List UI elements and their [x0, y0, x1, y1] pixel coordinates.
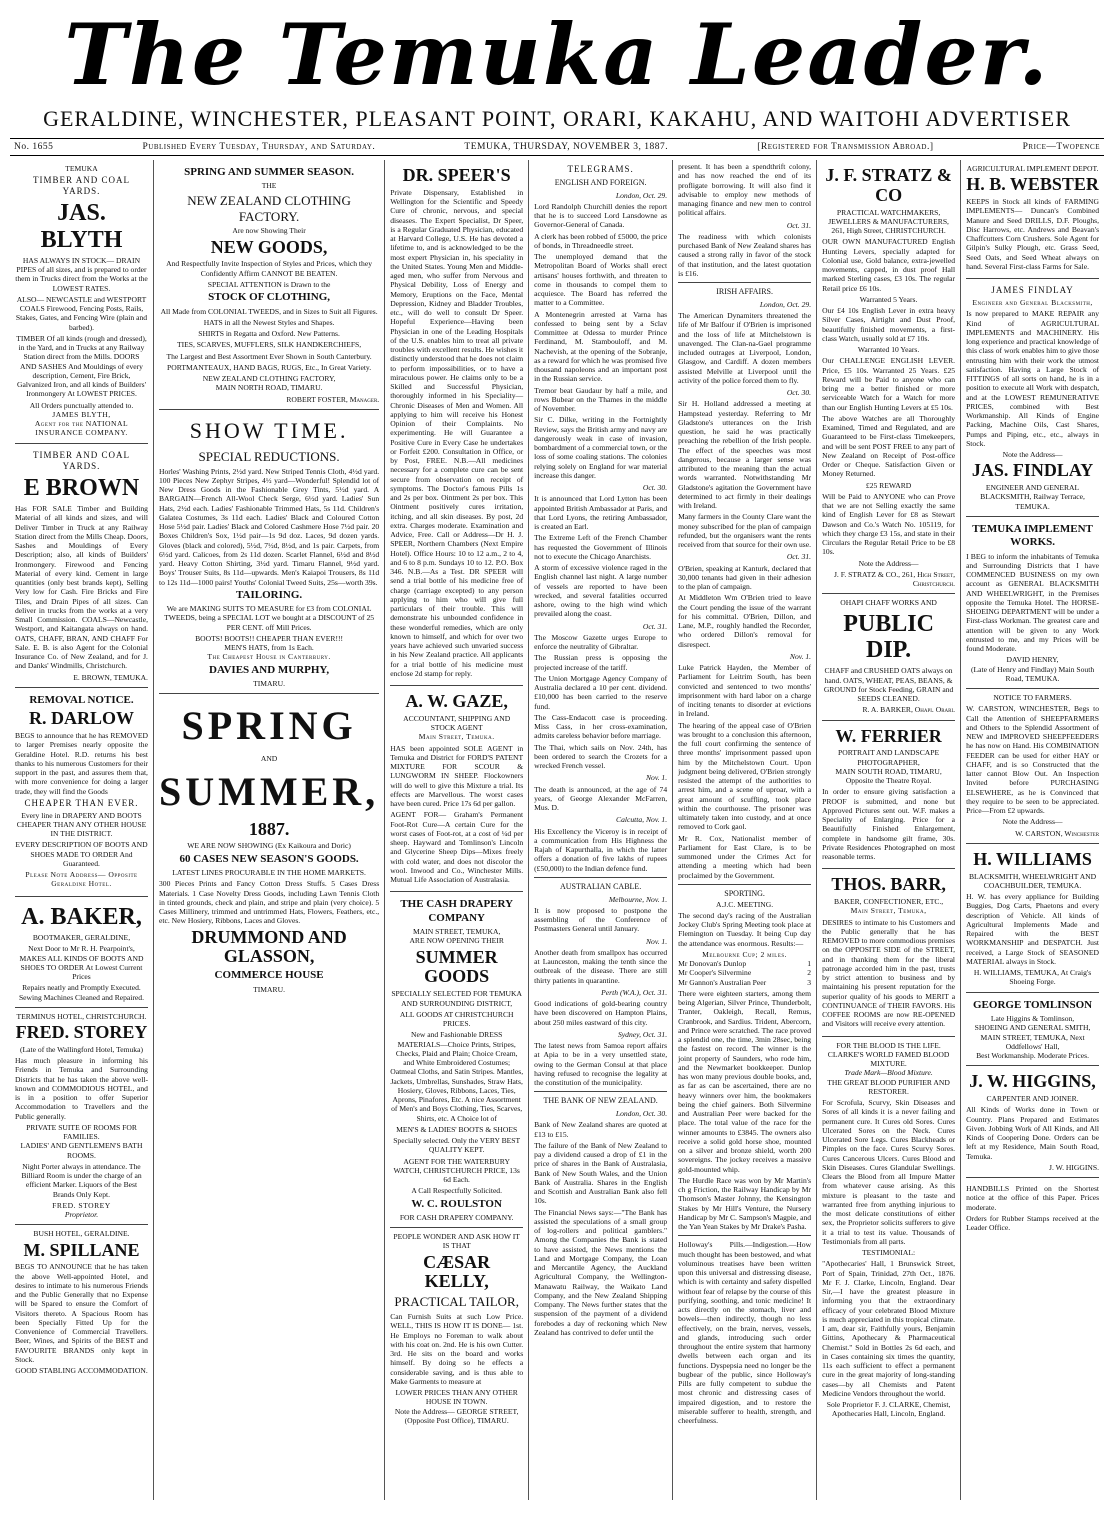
- news-p16: His Excellency the Viceroy is in receipt of a communication from His Highness the Rajah of Kapurthalla, in which the latter offers a donation of five lakhs of rupees (£50,000) to the Indian defence fund.: [534, 826, 668, 873]
- spillane-hotel: BUSH HOTEL, GERALDINE.: [33, 1229, 130, 1239]
- dateline-3: Oct. 31.: [642, 621, 668, 631]
- storey-hotel: TERMINUS HOTEL, CHRISTCHURCH.: [16, 1011, 147, 1021]
- cash-summer: SUMMER GOODS: [415, 946, 498, 987]
- davies-name: DAVIES AND MURPHY,: [209, 663, 330, 676]
- findlay-sig: ENGINEER AND GENERAL BLACKSMITH, Railway Terrace, TEMUKA.: [980, 483, 1085, 511]
- divider: [678, 884, 811, 885]
- blyth-body: HAS ALWAYS IN STOCK— DRAIN PIPES of all sizes, and is prepared to order them in Trucks direct from the Works at the LOWEST RATES.: [15, 255, 148, 293]
- stock-head: STOCK OF CLOTHING,: [208, 291, 331, 304]
- divider: [678, 1235, 811, 1236]
- storey-sig: FRED. STOREY: [52, 1200, 111, 1210]
- purifier-head: THE GREAT BLOOD PURIFIER AND RESTORER.: [827, 1077, 950, 1096]
- sixty-cases: 60 CASES NEW SEASON'S GOODS.: [179, 852, 359, 865]
- tomlinson-trade: SHOEING AND GENERAL SMITH,: [974, 1023, 1091, 1033]
- ad-baker: [15, 897, 148, 1008]
- cash-body: New and Fashionable DRESS MATERIALS—Choice Prints, Stripes, Checks, Plaid and Plain; Choice Cream, and White Embroidered Costumes; Oatmeal Cloths, and Satin Stripes. Mantles, Jackets, Umbrellas, Sunshades, Straw Hats, Hosiery, Gloves, Ribbons, Laces, Ties, Aprons, Pinafores, Etc. A nice Assortment of Men's and Boys Clothing, Ties, Scarves, Shirts, etc. A Choice lot of: [390, 1030, 524, 1123]
- news-p27: Many farmers in the County Clare want the money subscribed for the plan of campaign refunded, but the organisers want the rents received from that source for their own use.: [678, 512, 812, 549]
- telegrams-head: TELEGRAMS.: [567, 164, 634, 174]
- news-p13: The Cass-Endacott case is proceeding. Miss Cass, in her cross-examination, admits careless behavior before marriage.: [534, 712, 668, 741]
- divider: [534, 1091, 667, 1092]
- news-p26: Sir H. Holland addressed a meeting at Hampstead yesterday. Referring to Mr Gladstone's utterances on the Irish question, he said he was practically preaching the rebellion of the Irish people. The effect of the speeches was most dangerous, because a larger sense was attributed to the meaning than the actual words warranted. Notwithstanding Mr Gladstone's agitation the Government have determined to act firmly in their dealings with Ireland.: [678, 399, 812, 510]
- drummond-town: TIMARU.: [253, 984, 285, 994]
- darlow-line: Every line in DRAPERY AND BOOTS CHEAPER THAN ANY OTHER HOUSE IN THE DISTRICT.: [16, 810, 147, 839]
- column-4: [529, 160, 673, 1500]
- baker-body: Next Door to Mr R. H. Pearpoint's, MAKES ALL KINDS OF BOOTS AND SHOES TO ORDER At Lowest Current Prices: [19, 944, 144, 982]
- ohapi-head: OHAPI CHAFF WORKS AND: [840, 598, 937, 608]
- ad-speer: [390, 160, 523, 686]
- blood-head: FOR THE BLOOD IS THE LIFE.: [836, 1040, 941, 1050]
- factory-name: NEW ZEALAND CLOTHING FACTORY.: [187, 192, 351, 224]
- carston-sig: W. CARSTON, Winchester: [1015, 828, 1100, 838]
- dateline-12: London, Oct. 29.: [759, 299, 812, 309]
- blyth-name: JAS. BLYTH: [40, 200, 123, 253]
- ad-clarke: [822, 1037, 955, 1426]
- stratz-body: OUR OWN MANUFACTURED English Hunting Levers, specially adapted for Colonial use, Gold balance, extra-jewelled movements, capped, in dust proof Hall marked Sterling cases, £3 10s. The regular Retail price £6 10s.: [822, 237, 956, 293]
- darlow-boots: EVERY DESCRIPTION OF BOOTS AND SHOES MADE TO ORDER And Guaranteed.: [15, 840, 148, 868]
- english-foreign-head: ENGLISH AND FOREIGN.: [554, 177, 647, 187]
- dateline-7: Nov. 1.: [645, 936, 668, 946]
- stratz-body2: Our £4 10s English Lever in extra heavy Silver Cases, Airtight and Dust Proof, beautifully finished movements, a first-class Watch, usually sold at £7 10s.: [822, 306, 956, 343]
- divider: [678, 282, 811, 283]
- result-place: 1: [807, 959, 812, 968]
- cash-boots2: Specially selected. Only the VERY BEST QUALITY KEPT.: [393, 1136, 521, 1155]
- australian-cable-head: AUSTRALIAN CABLE.: [559, 881, 642, 891]
- dateline-10: London, Oct. 30.: [615, 1109, 668, 1119]
- news-p23: The Financial News says:—"The Bank has assisted the speculations of a small group of log-rollers and political gamblers." Among the Companies the Bank is stated to have assisted, the News mentions the Land and Mortgage Company, the Loan and Mercantile Agency, the Auckland Agricultural Company, the Wellington-Manawatu Railway, the Waikato Land Company, and the New Zealand Shipping Company. The News further states that the suspension of the payment of a dividend forebodes a day of reckoning which New Zealand has contrived to defer until the: [534, 1207, 668, 1337]
- ad-tomlinson: [966, 993, 1099, 1067]
- barr-body: DESIRES to intimate to his Customers and the Public generally that he has REMOVED to more commodious premises on the OPPOSITE SIDE of the STREET, and in thanking them for the liberal patronage accorded him in the past, trusts by strict attention to business and by maintaining his present reputation for the superior quality of his goods to MERIT a CONTINUANCE of THEIR FAVORS. His COFFEE ROOMS are now RE-OPENED and Visitors will receive every attention.: [822, 917, 956, 1029]
- dateline-4: Nov. 1.: [645, 773, 668, 783]
- barr-trade: BAKER, CONFECTIONER, ETC.,: [833, 897, 944, 907]
- higgins-body: All Kinds of Works done in Town or Country. Plans Prepared and Estimates Given. Jobbing Work of All Kinds, and All Kinds of Coopering Done. Orders can be left at my Residence, Main South Road, Temuka.: [966, 1105, 1100, 1161]
- cash-all: ALL GOODS AT CHRISTCHURCH PRICES.: [399, 1009, 514, 1028]
- year-head: 1887.: [248, 818, 290, 839]
- stratz-trade: PRACTICAL WATCHMAKERS, JEWELLERS & MANUFACTURERS,: [828, 207, 949, 226]
- spillane-stable: GOOD STABLING ACCOMMODATION.: [15, 1366, 148, 1376]
- findlay-trade: Engineer and General Blacksmith,: [972, 298, 1093, 308]
- darlow-name: R. DARLOW: [28, 708, 134, 729]
- weshow-text: WE ARE NOW SHOWING (Ex Kaikoura and Doric): [187, 841, 351, 851]
- dateline-15: Nov. 1.: [789, 651, 812, 661]
- news-p15: The death is announced, at the age of 74 years, of George Alexander McFarren, Mus. D.: [534, 784, 668, 813]
- barr-addr: Main Street, Temuka,: [850, 906, 927, 916]
- news-continued: present. It has been a spendthrift colony, and has now reached the end of its profligate borrowing. It will also find it advisable to employ new methods of managing finance and new men to control political affairs.: [678, 162, 812, 218]
- storey-body: Has much pleasure in informing his Friends in Temuka and Surrounding Districts that he has taken the above well-known and COMMODIOUS HOTEL, and is in a position to offer Superior Accommodation to Travellers and the Public generally.: [15, 1056, 148, 1121]
- reductions-body: Horles' Washing Prints, 2½d yard. New Striped Tennis Cloth, 4½d yard. 100 Pieces New Zephyr Stripes, 4½ yard—Wonderful! Splendid lot of New Dress Goods in the Fashionable Grey Tints, 5½d yard. A BARGAIN—French All-Wool Check Serge, 6½d yard. Ladies' Sun Hats, 2½d each. Ladies' Fashionable Trimmed Hats, 5s 11d. Children's Galatea Costumes, 3s 11d each. Ladies' Black and Coloured Cotton Hose 5½d pair. Ladies' Black and Colored Cashmere Hose 7½d pair. 20 Boxes Children's Sox, 1½d pair—1s 9d doz. Laces, 9d dozen yards. Gloves (black and colored), 5½d, 7½d, 8½d, and 1s pair. Carpets, from 6½d yard. Calicoes, from 2s 11d dozen. Scarlet Flannel, 6½d and 8½d yard. Heavy Cotton Shirting, 3½d yard. Timaru Flannel, 9½d yard. Boys' Trouser Suits, 8s 11d—upwards. Men's Kaiapoi Trousers, 8s 11d to 12s 11d—1000 pairs! Youths' Colonial Tweed Suits, 25s—worth 39s.: [158, 466, 380, 587]
- ties-head: TIES, SCARVES, MUFFLERS, SILK HANDKERCHIEFS,: [176, 340, 362, 350]
- clarke-prop: Sole Proprietor F. J. CLARKE, Chemist, Apothecaries Hall, Lincoln, England.: [826, 1400, 951, 1419]
- findlay-head: JAMES FINDLAY: [991, 285, 1074, 296]
- tomlinson-name: GEORGE TOMLINSON: [973, 998, 1093, 1011]
- news-p35: The Hurdle Race was won by Mr Martin's ch g Friction, the Railway Handicap by Mr Thomson's Master Johnny, the Kensington Stakes by Mr Hill's Venture, the Nursery Handicap by Mr C. Sampson's Magpie, and the Yan Yean Stakes by Mr Drake's Pasha.: [678, 1175, 812, 1231]
- storey-name: FRED. STOREY: [15, 1022, 148, 1043]
- news-p11: The Russian press is opposing the projected increase of the tariff.: [534, 653, 668, 672]
- news-p2: A clerk has been robbed of £5000, the price of bonds, in Threadneedle street.: [534, 231, 668, 250]
- webster-body: KEEPS in Stock all kinds of FARMING IMPLEMENTS— Duncan's Combined Manure and Seed DRILLS, D.F. Ploughs, Disc Harrows, etc. Andrews and Beavan's Chaffcutters Corn Crushers. Sole Agent for Gilpin's Sulky Plough, etc. Grass Seed, Seed Oats, and Seed Wheat always on hand. Several First-class Farms for Sale.: [966, 197, 1100, 271]
- news-p31: The hearing of the appeal case of O'Brien was brought to a conclusion this afternoon, the full court confirming the sentence of three months' imprisonment passed upon him by the Mitchelstown Court. Upon judgment being delivered, O'Brien strongly resisted the attempt of the authorities to arrest him, and a scene of uproar, with a great amount of scuffling, took place within the courthouse. The prisoner was ultimately taken into custody, and at once removed to Cork gaol.: [678, 720, 812, 832]
- column-2: [154, 160, 385, 1500]
- column-3: [385, 160, 529, 1500]
- blyth-timber: TIMBER Of all kinds (rough and dressed), in the Yard, and in Trucks at any Railway Station direct from the Mills. DOORS AND SASHES And Mouldings of every description, Cement, Fire Brick, Galvanized Iron, and all kinds of Builders' Ironmongery At LOWEST PRICES.: [16, 333, 147, 399]
- dateline-2: Oct. 30.: [642, 483, 668, 493]
- cash-boots: MEN'S & LADIES' BOOTS & SHOES: [396, 1124, 518, 1134]
- spring-head: SPRING: [181, 703, 357, 749]
- ad-blyth: [15, 160, 148, 444]
- news-p17: It is now proposed to postpone the assembling of the Conference of Postmasters General until January.: [534, 905, 668, 934]
- ad-ferrier: [822, 721, 955, 870]
- news-p6: Sir C. Dilke, writing in the Fortnightly Review, says the British army and navy are dangerously weak in case of invasion, bombardment of a commercial town, or the loss of some coaling stations. The colonies relying solely on England for war material increase this danger.: [534, 415, 668, 480]
- dateline-13: Oct. 30.: [786, 388, 812, 397]
- barr-name: THOS. BARR,: [831, 874, 946, 895]
- cash-sig: W. C. ROULSTON: [411, 1197, 502, 1210]
- column-5: [673, 160, 817, 1500]
- ad-webster: [966, 160, 1099, 279]
- news-p29: At Middleton Wm O'Brien tried to leave the Court pending the issue of the warrant for his committal. O'Brien, Dillon, and Lane, M.P., roughly handled the Recorder, who ordered Dillon's removal for disrespect.: [678, 593, 812, 649]
- news-p32: Mr R. Cox, Nationalist member of Parliament for East Clare, is to be summoned under the Crimes Act for attending a meeting which had been proclaimed by the Government.: [678, 833, 812, 880]
- column-7: [961, 160, 1104, 1500]
- news-p7: It is announced that Lord Lytton has been appointed British Ambassador at Paris, and that Lord Lyons, the retiring Ambassador, is created an Earl.: [534, 494, 668, 532]
- clarke-name: CLARKE'S WORLD FAMED BLOOD MIXTURE.: [827, 1049, 950, 1069]
- williams-trade: BLACKSMITH, WHEELWRIGHT AND COACHBUILDER, TEMUKA.: [968, 871, 1097, 890]
- ferrier-trade: PORTRAIT AND LANDSCAPE PHOTOGRAPHER,: [838, 748, 940, 767]
- column-1: [10, 160, 154, 1500]
- tomlinson-addr: MAIN STREET, TEMUKA, Next Oddfellows' Hall,: [980, 1032, 1085, 1051]
- storey-porter: Night Porter always in attendance. The Billiard Room is under the charge of an efficient Marker. Liquors of the Best Brands Only Kept.: [21, 1161, 142, 1199]
- cash-name: THE CASH DRAPERY COMPANY: [400, 898, 514, 924]
- williams-name: H. WILLIAMS: [973, 848, 1092, 869]
- stratz-body4: The above Watches are all Thoroughly Examined, Timed and Regulated, and are Guaranteed to be First-class Timekeepers, and will be sent POST FREE to any part of New Zealand on Receipt of Post-office Order or Cheque. Satisfaction Given or Money Returned.: [822, 413, 956, 479]
- shirts-text: SHIRTS in Regatta and Oxford. New Patterns.: [198, 329, 340, 339]
- dateline-14: Oct. 31.: [786, 552, 812, 562]
- boots-text: BOOTS! BOOTS!! CHEAPER THAN EVER!!!: [195, 633, 344, 643]
- ad-henry: [966, 517, 1099, 689]
- attention-text: SPECIAL ATTENTION is Drawn to the: [207, 279, 331, 289]
- news-p8: The Extreme Left of the French Chamber has requested the Government of Illinois not to execute the Chicago Anarchists.: [534, 533, 668, 561]
- news-p18: Another death from smallpox has occurred at Launceston, making the tenth since the outbreak of the disease. There are still thirty patients in quarantine.: [534, 947, 668, 985]
- henry-body: I BEG to inform the inhabitants of Temuka and Surrounding Districts that I have COMMENCED BUSINESS on my own account as GENERAL BLACKSMITH AND WHEELWRIGHT, in the Premises opposite the Temuka Hotel. The HORSE-SHOEING DEPARTMENT will be under a First-class Workman. The greatest care and attention will be given to any Work entrusted to me, and my Prices will be found Moderate.: [966, 551, 1100, 654]
- kelly-name: CÆSAR KELLY,: [423, 1251, 491, 1292]
- news-p5: Tremor beat Gaudaur by half a mile, and rows Bubear on the Thames in the middle of November.: [534, 385, 668, 414]
- baker-trade: BOOTMAKER, GERALDINE,: [32, 933, 131, 943]
- ad-gaze: [390, 686, 523, 892]
- darlow-address: Please Note Address— Opposite Geraldine Hotel.: [25, 870, 138, 889]
- dg-body: 300 Pieces Prints and Fancy Cotton Dress Stuffs. 5 Cases Dress Materials. 1 Case Novelty Dress Goods, including Lawn Tennis Cloth in tinted grounds, check and plain, and stripe and plain (very choice). 5 Cases Millinery, trimmed and untrimmed Hats, Flowers, Feathers, etc., etc. New Hosiery, Ribbons, Laces and Gloves.: [158, 879, 380, 926]
- holloway-text: Holloway's Pills.—Indigestion.—How much thought has been bestowed, and what voluminous treatises have been written upon this universal and distressing disease, which is with certainty and safety dispelled without fear of relapse by the course of this purifying, soothing, and tonic medicine! It acts directly on the stomach, liver and bowels—then indirectly, though no less effectively, on the brain, nerves, vessels, and glands, introducing such order throughout the entire system that harmony dwells between each organ and its functions. Dyspepsia need no longer be the bugbear of the public, since Holloway's Pills are fully competent to subdue the most chronic and distressing cases of impaired digestion, and to restore the miserable sufferer to health, strength, and cheerfulness.: [678, 1240, 812, 1425]
- stratz-body3: Our CHALLENGE ENGLISH LEVER. Price, £5 10s. Warranted 25 Years. £25 Reward will be Paid to anyone who can bring me a better finished or more serviceable Watch for a Watch for more than our English Hunting Levers at £5 10s.: [822, 356, 956, 412]
- cash-agent: AGENT FOR THE WATERBURY WATCH, CHRISTCHURCH PRICE, 13s 6d Each.: [393, 1156, 520, 1184]
- news-p24: The readiness with which colonists purchased Bank of New Zealand shares has caused a strong rally in favor of the stock of that institution, and the latest quotation is £16.: [678, 231, 812, 278]
- gaze-body: HAS been appointed SOLE AGENT in Temuka and District for FORD'S PATENT MIXTURE FOR SCOUR & LUNGWORM IN SHEEP. Flockowners will do well to give this Mixture a trial. Its effects are Marvellous. The worst cases have been cured. Price 17s 6d per gallon.: [390, 743, 524, 809]
- handbills-text: HANDBILLS Printed on the Shortest notice at the office of this Paper. Prices moderate.: [966, 1184, 1100, 1212]
- webster-name: H. B. WEBSTER: [966, 174, 1099, 195]
- dateline-11: Oct. 31.: [786, 220, 812, 230]
- news-p4: A Montenegrin arrested at Varna has confessed to being sent by a Sclav Committee at Odessa to murder Prince Ferdinand, M. Stambouloff, and M. Nachevish, at the opening of the Sobranje, as a reward for which he was promised five thousand napoleons and an important post in the Russian service.: [534, 309, 668, 384]
- result-place: 3: [807, 977, 812, 987]
- special-head: SPECIAL REDUCTIONS.: [198, 448, 340, 464]
- speer-name: DR. SPEER'S: [402, 165, 511, 185]
- ad-nz-clothing: [159, 160, 379, 410]
- ad-drummond: [159, 694, 379, 998]
- williams-body: H. W. has every appliance for Building Buggies, Dog Carts, Phaetons and every description of Vehicle. All kinds of Agricultural Implements Made and Repaired with the BEST WORKMANSHIP and DESPATCH. Just received, a Large Stock of SEASONED MATERIAL always in Stock.: [966, 892, 1100, 966]
- stratz-warranty: Warranted 5 Years.: [859, 294, 918, 304]
- new-goods: NEW GOODS,: [210, 236, 328, 257]
- ad-kelly: [390, 1228, 523, 1430]
- findlay-note: Note the Address—: [1002, 450, 1063, 460]
- blyth-sig: JAMES BLYTH,: [52, 409, 111, 419]
- baker-repairs: Repairs neatly and Promptly Executed.: [22, 983, 141, 993]
- brown-body: Has FOR SALE Timber and Building Material of all kinds and sizes, and will Deliver Timber in Truck at any Railway Station direct from the Mills Cheap. Doors, Sashes and Mouldings of Every Description; also, all kinds of Builders' Ironmongery. Firewood and Fencing Material of every kind. Cement in large quantities (only best brands kept), Selling Very low for Cash. Fire Bricks and Fire Tiles, and Drain Pipes of all sizes. Can deliver in trucks from the works at a very Small Commission. COALS—Newcastle, Westport, and Kaitangata always on hand. OATS, CHAFF, BRAN, AND CHAFF For Sale. E. B. is also Agent for the Colonial Insurance Co. of New Zealand, and for J. and Danks' Windmills, Christchurch.: [15, 504, 148, 671]
- bank-head: THE BANK OF NEW ZEALAND.: [543, 1096, 658, 1106]
- the-label: THE: [261, 181, 277, 191]
- result-horse: Mr Gannon's Australian Peer: [678, 977, 767, 987]
- higgins-trade: CARPENTER AND JOINER.: [986, 1094, 1079, 1104]
- column-6: [817, 160, 961, 1500]
- sporting-head: SPORTING.: [724, 888, 765, 898]
- agri-head: AGRICULTURAL IMPLEMENT DEPOT.: [966, 164, 1099, 173]
- dateline-5: Calcutta, Nov. 1.: [616, 815, 668, 825]
- news-p21: Bank of New Zealand shares are quoted at £13 to £15.: [534, 1120, 668, 1139]
- findlay-name: JAS. FINDLAY: [971, 460, 1094, 481]
- storey-suite: PRIVATE SUITE OF ROOMS FOR FAMILIES.: [26, 1122, 137, 1142]
- darlow-cheaper: CHEAPER THAN EVER.: [24, 797, 139, 808]
- brown-head: TIMBER AND COAL YARDS.: [32, 449, 130, 471]
- trademark: Trade Mark—Blood Mixture.: [844, 1068, 933, 1078]
- summer-head: SUMMER,: [158, 768, 380, 814]
- masthead: The Temuka Leader.: [64, 5, 1050, 104]
- latest-text: LATEST LINES PROCURABLE IN THE HOME MARKETS.: [172, 868, 366, 878]
- brown-name: E BROWN: [23, 474, 140, 501]
- dateline-6: Melbourne, Nov. 1.: [608, 894, 668, 904]
- nzcf-sig: ROBERT FOSTER, Manager.: [286, 394, 380, 404]
- blyth-small: TEMUKA: [65, 164, 98, 173]
- henry-name: DAVID HENRY,: [1006, 655, 1059, 665]
- gaze-name: A. W. GAZE,: [405, 691, 508, 712]
- news-p10: The Moscow Gazette urges Europe to enforce the neutrality of Gibraltar.: [534, 632, 668, 652]
- ad-brown: [15, 444, 148, 688]
- kelly-body: Can Furnish Suits at such Low Price. WELL, THIS IS HOW IT IS DONE— 1st. He Employs no Foreman to walk about with his coat on. 2nd. He is his own Cutter. 3rd. He sits on the board and works himself. By doing so he effects a considerable saving, and is thus able to Make Garments to measure at: [390, 1312, 524, 1386]
- blyth-also: ALSO— NEWCASTLE and WESTPORT COALS Firewood, Fencing Posts, Rails, Stakes, Gates, and Fencing Wire (plain and barbed).: [15, 294, 148, 332]
- tailoring-head: TAILORING.: [236, 588, 303, 601]
- stratz-reward: £25 REWARD: [865, 480, 912, 490]
- stratz-name: J. F. STRATZ & CO: [825, 165, 952, 205]
- baker-sewing: Sewing Machines Cleaned and Repaired.: [18, 992, 145, 1002]
- showing-label: Are now Showing Their: [232, 226, 306, 236]
- ad-barr: [822, 869, 955, 1036]
- tomlinson-work: Best Workmanship. Moderate Prices.: [976, 1051, 1090, 1061]
- cash-call: A Call Respectfully Solicited.: [411, 1186, 503, 1196]
- invite-text: And Respectfully Invite Inspection of Styles and Prices, which they Confidently Affirm CANNOT BE BEATEN.: [166, 259, 372, 278]
- issue-number: No. 1655: [14, 142, 54, 152]
- result-horse: Mr Cooper's Silvermine: [678, 968, 752, 978]
- davies-town: TIMARU.: [253, 679, 285, 689]
- speer-body: Private Dispensary, Established in Wellington for the Scientific and Speedy Cure of chronic, nervous, and special diseases. The Expert Specialist, Dr Speer, is a Regular Graduated Physician, educated at Harvard College, U.S. He has devoted a lifetime to, and is acknowledged to be the most expert Physician in, his speciality in the United States. Young Men and Middle-aged men, who suffer from Nervous and Physical Debility, Loss of Energy and Memory, Eruptions on the Face, Mental Depression, Kidney and Bladder Troubles, etc., will do well to consult Dr Speer. Hopeful Experience—Having been Physician in one of the Leading Hospitals of the U.S. enables him to treat all private troubles with excellent results. He wishes it distinctly understood that he does not claim to perform impossibilities, or to have a miraculous power. He claims only to be a Skilled and Successful Physician, thoroughly informed in his Speciality—Chronic Diseases of Men and Women. All applying to him will receive his Honest Opinion of their Complaints. No experimenting. He will Guarantee a Positive Cure in Every Case he undertakes or Forfeit £200. Consultation in Office, or by Post, FREE. N.B.—All medicines necessary for a complete cure can be sent secure from observation on receipt of symptoms. The Doctor's famous Pills 1s and 2s per box. Ointment 2s per box. This Ointment positively cures irritation, itching, and all skin diseases. By post, 2d extra. Charges moderate. Examination and Advice, Free. Call or Address—Dr H. J. SPEER, Northern Chambers (Next Empire Hotel). Office Hours: 10 to 12 a.m., 2 to 4, and 6 to 8 p.m. Sundays 10 to 12. P.O. Box 346. N.B.—As a Test. DR SPEER will send a trial bottle of his medicine free of charge (carriage excepted) to any person applying to him who will give full particulars of their trouble. This will demonstrate his unbounded confidence in these wonderful remedies, which are only known to himself, and which for over two years have achieved such unvaried success in his New Zealand practice. All applicants for a trial bottle of his medicine must enclose 2d stamp for reply.: [390, 187, 524, 678]
- williams-sig: H. WILLIAMS, TEMUKA, At Craig's Shoeing Forge.: [973, 968, 1092, 987]
- news-p28: O'Brien, speaking at Kanturk, declared that 30,000 tenants had given in their adhesion to the plan of campaign.: [678, 563, 812, 591]
- clarke-body: For Scrofula, Scurvy, Skin Diseases and Sores of all kinds it is a never failing and permanent cure. It Cures old Sores. Cures Ulcerated Sores on the Neck. Cures Ulcerated Sore Legs. Cures Blackheads or Pimples on the face. Cures Scurvy Sores. Cures Cancerous Ulcers. Cures Blood and Skin Diseases. Cures Glandular Swellings. Clears the Blood from all Impure Matter from whatever cause arising. As this mixture is pleasant to the taste and warranted free from anything injurious to the most delicate constitutions of either sex, the Proprietor solicits sufferers to give it a trial to test its value. Thousands of Testimonials from all parts.: [822, 1098, 956, 1246]
- nzcf-name: NEW ZEALAND CLOTHING FACTORY,: [202, 374, 336, 384]
- brown-sig: E. BROWN, TEMUKA.: [73, 672, 148, 682]
- news-p34: There were eighteen starters, among them being Algerian, Silver Prince, Thunderbolt, Tranter, Oakleigh, Recall, Remus, Cranbrook, and Sardius. Trident, Abercorn, and Prince were scratched. The race proved a splendid one, the time, 3min 28sec, being the fastest on record. The winner is the joint property of Saunders, who rode him, and the Newmarket bookkeeper. Dunlop has won many previous double books, and, as far as can be ascertained, there are no heavy winners over him, the bookmakers being the chief gainers. Both Silvermine and Australian Peer were backed for the place. The total value of the race for the winner amounts to £3845. The owners also receive a solid gold horse shoe, mounted on a silver and bronze shield, worth 200 sovereigns. The jockey receives a massive gold-mounted whip.: [678, 988, 812, 1174]
- ad-carston: [966, 689, 1099, 844]
- news-p1: Lord Randolph Churchill denies the report that he is to succeed Lord Lansdowne as Governor-General of Canada.: [534, 201, 668, 230]
- farmers-head: NOTICE TO FARMERS.: [993, 693, 1072, 703]
- news-p33: The second day's racing of the Australian Jockey Club's Spring Meeting took place at Flemington on Tuesday. It being Cup day the attendance was enormous. Results:—: [678, 910, 812, 948]
- result-place: 2: [807, 968, 812, 978]
- baker-name: A. BAKER,: [21, 903, 142, 930]
- issue-date: TEMUKA, THURSDAY, NOVEMBER 3, 1887.: [464, 142, 669, 152]
- stratz-body5: Will be Paid to ANYONE who can Prove that we are not Selling exactly the same kind of English Lever for £8 as Stewart Dawson and Co.'s Watch No. 105119, for which they charge £3 15s, and state in their Circulars the Regular Retail Price to be £8 10s.: [822, 491, 956, 557]
- ad-cash-drapery: [390, 892, 523, 1228]
- portmanteaux-text: PORTMANTEAUX, HAND BAGS, RUGS, Etc., In Great Variety.: [167, 362, 372, 372]
- spillane-name: M. SPILLANE: [23, 1239, 140, 1260]
- testimonial-head: TESTIMONIAL:: [862, 1248, 916, 1258]
- ad-higgins: [966, 1066, 1099, 1178]
- dateline-1: London, Oct. 29.: [615, 190, 668, 200]
- news-p19: Good indications of gold-bearing country have been discovered on Hampton Plains, about 250 miles eastward of this city.: [534, 999, 668, 1027]
- and-label: AND: [260, 754, 278, 764]
- subtitle: GERALDINE, WINCHESTER, PLEASANT POINT, ORARI, KAKAHU, AND WAITOHI ADVERTISER: [43, 106, 1071, 131]
- ad-darlow: [15, 688, 148, 897]
- dateline-9: Sydney, Oct. 31.: [617, 1029, 668, 1039]
- nzcf-addr: MAIN NORTH ROAD, TIMARU.: [215, 383, 323, 393]
- ties-body: The Largest and Best Assortment Ever Shown in South Canterbury.: [166, 351, 372, 361]
- result-row: [678, 978, 811, 987]
- blyth-head: TIMBER AND COAL YARDS.: [32, 175, 130, 197]
- ad-storey: [15, 1008, 148, 1226]
- season-head: SPRING AND SUMMER SEASON.: [184, 166, 355, 178]
- dateline-8: Perth (W.A.), Oct. 31.: [601, 987, 668, 997]
- news-p30: Luke Patrick Hayden, the Member of Parliament for Leitrim South, has been convicted and sentenced to two months' imprisonment with hard labor on a charge of inciting tenants to disorder at evictions in Ireland.: [678, 663, 812, 719]
- stock-body: All Made from COLONIAL TWEEDS, and in Sizes to Suit all Figures.: [160, 306, 378, 316]
- result-horse: Mr Donovan's Dunlop: [678, 959, 747, 968]
- hats-text: HATS in all the Newest Styles and Shapes.: [203, 317, 335, 327]
- gaze-agent: AGENT FOR— Graham's Permanent Foot-Rot Cure—A certain Cure for the worst cases of Foot-rot, at a cost of ¼d per sheep. Hayward and Tomlinson's Lincoln and Glycerine Sheep Dips—Mixes freely with cold water, and does not discolor the wool. Inwood and Co., Winchester Mills. Mutual Life Association of Australasia.: [390, 810, 524, 885]
- kelly-people: PEOPLE WONDER AND ASK HOW IT IS THAT: [393, 1232, 520, 1251]
- result-row: [678, 959, 811, 968]
- ad-spillane: [15, 1225, 148, 1380]
- carston-body: W. CARSTON, WINCHESTER, Begs to Call the Attention of SHEEPFARMERS and Others to the Splendid Assortment of NEW and IMPROVED SHEEPFEEDERS he has now on Hand. His COMBINATION FEEDER can be used for either HAY or CHAFF, and is so Constructed that the latter cannot Blow Out. An Inspection Invited before PURCHASING ELSEWHERE, as he is Convinced that they require to be seen to be appreciated. Price—From £2 upwards.: [966, 704, 1100, 816]
- news-p9: A storm of excessive violence raged in the English channel last night. A large number of vessels are reported to have been wrecked, and several fatalities occurred ashore, owing to the high wind which prevailed along the coast.: [534, 563, 668, 619]
- drummond-name: DRUMMOND AND GLASSON,: [191, 926, 347, 967]
- ad-ohapi: [822, 594, 955, 720]
- higgins-sig: J. W. HIGGINS.: [1049, 1162, 1100, 1172]
- stratz-warranty2: Warranted 10 Years.: [857, 345, 920, 355]
- stratz-note: Note the Address—: [858, 558, 919, 568]
- tomlinson-late: Late Higgins & Tomlinson,: [990, 1014, 1075, 1024]
- kelly-addr: Note the Address— GEORGE STREET, (Opposite Post Office), TIMARU.: [394, 1406, 519, 1425]
- stratz-sig: J. F. STRATZ & CO., 261, High Street, Christchurch.: [833, 569, 956, 589]
- henry-sig: (Late of Henry and Findlay) Main South Road, TEMUKA.: [970, 664, 1095, 683]
- works-head: TEMUKA IMPLEMENT WORKS.: [972, 522, 1093, 549]
- ferrier-addr: MAIN SOUTH ROAD, TIMARU, Opposite the Theatre Royal.: [835, 766, 942, 786]
- cash-for: FOR CASH DRAPERY COMPANY.: [399, 1212, 514, 1222]
- darlow-body: BEGS to announce that he has REMOVED to larger Premises nearly opposite the Geraldine Hotel. R.D. returns his best thanks to his numerous Customers for their support in the past, and assures them that, with more convenience for doing a larger trade, they will find the Goods: [15, 731, 148, 796]
- ferrier-name: W. FERRIER: [835, 725, 942, 746]
- clarke-test: "Apothecaries' Hall, 1 Brunswick Street, Port of Spain, Trinidad, 27th Oct., 1876. Mr F. J. Clarke, Lincoln, England. Dear Sir,—I have the greatest pleasure in informing you that the extraordinary efficacy of your celebrated Blood Mixture is much appreciated in this tropical climate. I am, dear sir, Faithfully yours, Benjamin Gittins, Apothecary & Pharmaceutical Chemist." Sold in Bottles 2s 6d each, and in Cases containing six times the quantity, 11s each sufficient to effect a permanent cure in the great majority of long-standing cases—by all Chemists and Patent Medicine Vendors throughout the world.: [822, 1259, 956, 1398]
- menshats-text: MEN'S HATS, from 1s Each.: [224, 643, 314, 653]
- cash-selected: SPECIALLY SELECTED FOR TEMUKA AND SURROUNDING DISTRICT,: [391, 989, 522, 1008]
- ajc-head: A.J.C. MEETING.: [716, 899, 774, 909]
- kelly-prices: LOWER PRICES THAN ANY OTHER HOUSE IN TOWN.: [395, 1388, 518, 1407]
- news-p14: The Thai, which sails on Nov. 24th, has been ordered to search the Crozets for a wrecked French vessel.: [534, 742, 668, 771]
- ad-williams: [966, 844, 1099, 993]
- darlow-notice: REMOVAL NOTICE.: [29, 693, 134, 706]
- news-p25: The American Dynamiters threatened the life of Mr Balfour if O'Brien is imprisoned and the loss of life at Mitchelstown is unavenged. The Clan-na-Gael programme included outrages at Liverpool, London, Glasgow, and Cardiff. A dozen members assisted Melville at Liverpool until the activity of the police forced them to fly.: [678, 311, 812, 385]
- issue-registered: [Registered for Transmission Abroad.]: [757, 142, 934, 152]
- columns: [10, 160, 1104, 1500]
- cash-opening: ARE NOW OPENING THEIR: [409, 936, 504, 946]
- higgins-name: J. W. HIGGINS,: [969, 1071, 1096, 1092]
- public-dip: PUBLIC DIP.: [843, 610, 934, 663]
- ferrier-body: In order to ensure giving satisfaction a PROOF is submitted, and none but Approved Pictures sent out. W.F. makes a Speciality of Enlarging. Price for a Beautifully Finished Enlargement, complete in handsome gilt frame, 30s. Private Residences Photographed on most reasonable terms.: [822, 787, 956, 862]
- findlay-body: Is now prepared to MAKE REPAIR any Kind of AGRICULTURAL IMPLEMENTS and MACHINERY. His long experience and practical knowledge of this class of work enables him to give those entrusting him with their work the utmost satisfaction. Having a Large Stock of FITTINGS of all sorts on hand, he is in a position to execute all Work with despatch, and at the LOWEST REMUNERATIVE PRICES, combined with Best Workmanship. All Kinds of Engine Packing, Machine Oils, Cast Shares, Pumps and Piping, etc., etc., always in Stock.: [966, 309, 1100, 448]
- ad-handbills: [966, 1178, 1099, 1239]
- ad-findlay: [966, 279, 1099, 517]
- rubber-text: Orders for Rubber Stamps received at the Leader Office.: [966, 1213, 1100, 1233]
- cheapest-text: The Cheapest House in Canterbury.: [207, 652, 331, 662]
- storey-prop: Proprietor.: [64, 1210, 99, 1220]
- ohapi-body: CHAFF and CRUSHED OATS always on hand. OATS, WHEAT, PEAS, BEANS, & GROUND for Stock Feeding, GRAIN and SEEDS CLEANED.: [823, 666, 954, 704]
- news-p12: The Union Mortgage Agency Company of Australia declared a 10 per cent. dividend. £10,000 has been carried to the reserve fund.: [534, 673, 668, 711]
- ad-stratz: [822, 160, 955, 594]
- newspaper-page: [10, 5, 1104, 1508]
- cash-addr: MAIN STREET, TEMUKA,: [412, 927, 501, 937]
- commerce-house: COMMERCE HOUSE: [214, 969, 324, 982]
- news-p20: The latest news from Samoa report affairs at Apia to be in a very unsettled state, owing to the German Consul at that place having refused to recognise the legality at the constitution of the municipality.: [534, 1041, 668, 1088]
- spillane-body: BEGS TO ANNOUNCE that he has taken the above Well-appointed Hotel, and desires to intimate to his numerous Friends and the Public Generally that no Expense will be Spared to ensure the Comfort of Visitors thereto. A Spacious Room has been Specially Fitted Up for the Convenience of Commercial Travellers. Beer, Wines, and Spirits of the BEST and FAVOURITE BRANDS only kept in Stock.: [15, 1262, 148, 1364]
- carston-note: Note the Address—: [1002, 817, 1063, 827]
- news-p3: The unemployed demand that the Metropolitan Board of Works shall erect artisans' houses forthwith, and threaten to come in thousands to compel them to acquiesce. The Board has referred the matter to a Committee.: [534, 252, 668, 308]
- gaze-trade: ACCOUNTANT, SHIPPING AND STOCK AGENT: [403, 713, 511, 733]
- news-p22: The failure of the Bank of New Zealand to pay a dividend caused a drop of £1 in the price of shares in the Bank of Australasia, Bank of New South Wales, and the Union Bank of Australia. Shares in the English and Scottish and Australian Bank also fell 10s.: [534, 1140, 668, 1206]
- storey-late: (Late of the Wallingford Hotel, Temuka): [19, 1044, 143, 1054]
- irish-head: IRISH AFFAIRS.: [716, 287, 773, 296]
- kelly-trade: PRACTICAL TAILOR,: [394, 1294, 519, 1310]
- ohapi-sig: R. A. BARKER, Ohapi. Orari.: [862, 705, 956, 715]
- showtime-head: SHOW TIME.: [189, 417, 349, 443]
- result-row: [678, 968, 811, 977]
- tailoring-body: We are MAKING SUITS TO MEASURE for £3 from COLONIAL TWEEDS, being a SPECIAL LOT we bought at a DISCOUNT of 25 PER CENT. off Mill Prices.: [164, 604, 375, 632]
- stratz-addr: 261, High Street, CHRISTCHURCH.: [831, 226, 946, 236]
- blyth-agent: Agent for the NATIONAL INSURANCE COMPANY.: [34, 419, 129, 438]
- gaze-addr: Main Street, Temuka.: [418, 732, 495, 742]
- storey-bath: LADIES' AND GENTLEMEN'S BATH ROOMS.: [20, 1141, 143, 1160]
- issue-published: Published Every Tuesday, Thursday, and Saturday.: [142, 142, 376, 152]
- issue-price: Price—Twopence: [1022, 142, 1100, 152]
- blyth-orders: All Orders punctually attended to.: [29, 400, 134, 410]
- cup-head: Melbourne Cup; 2 miles.: [702, 949, 788, 959]
- issue-bar: [10, 138, 1104, 156]
- ad-davies-murphy: [159, 410, 379, 695]
- divider: [534, 877, 667, 878]
